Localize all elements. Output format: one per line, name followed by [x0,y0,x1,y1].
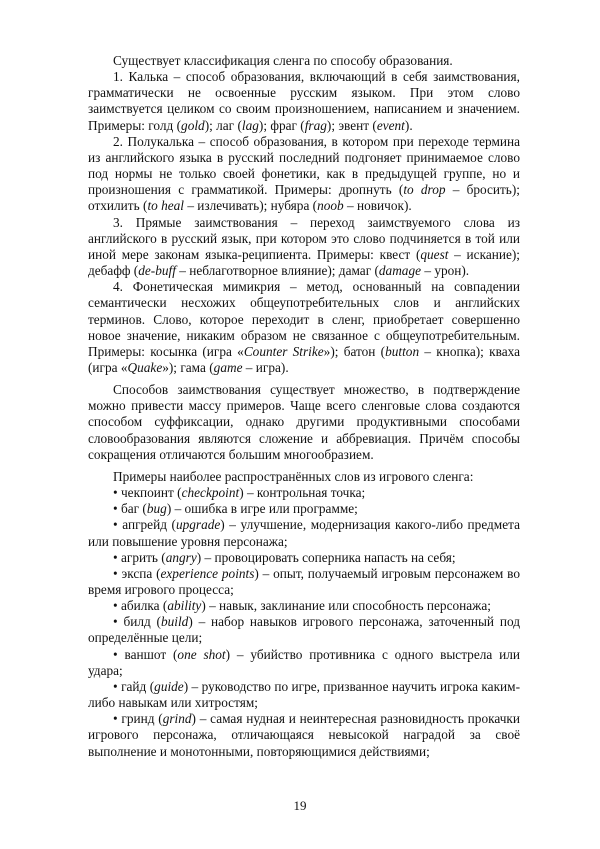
bullet-item [88,485,520,501]
text-run: ) – убийство противника с одного выстрела или удара; [88,646,520,678]
text-run: гайд ( [121,678,155,694]
text-run: абилка ( [120,598,168,614]
text-run: – урон). [421,263,470,279]
text-run: экспа ( [121,565,161,581]
text-run: ) – улучшение, модернизация какого-либо предмета или повышение уровня персонажа; [88,517,521,549]
term-english: one shot [177,646,226,662]
term-english: button [385,343,420,359]
text-run: Способов заимствования существует множество, в подтверждение можно привести массу примеров. Чаще всего сленговые слова создаются способом суффиксации, однако другими продуктивными способами словообразования являются сложение и аббревиация. Причём способы сокращения отличаются большим многообразием. [88,382,520,462]
text-run: агрить ( [120,549,166,565]
bullet-icon [113,501,121,516]
bullet-icon [113,679,121,694]
text-run: баг ( [120,501,147,517]
text-run: »); батон ( [323,343,386,359]
text-run: ) – провоцировать соперника напасть на себя; [196,549,456,565]
term-english: to drop [403,182,446,198]
text-run: – излечивать); нубяра ( [184,198,318,214]
text-run: – новичок). [343,198,412,214]
term-english: gold [181,117,205,133]
text-run: – искание); дебафф ( [88,246,520,279]
paragraph [88,215,520,280]
text-run: ) – самая нудная и неинтересная разновидность прокачки игрового персонажа, отличающаяся невысокой наградой за своё выполнение и монотонными, повторяющимися действиями; [88,711,520,759]
body-text [88,53,520,760]
term-english: to heal [147,198,184,214]
term-english: bug [146,501,167,517]
bullet-icon [113,598,121,613]
term-english: quest [420,246,449,262]
bullet-icon [113,517,122,532]
paragraph [88,382,520,463]
paragraph [88,469,520,485]
text-run: апгрейд ( [122,517,176,533]
text-run: ) – опыт, получаемый игровым персонажем во время игрового процесса; [88,565,520,597]
text-run: билд ( [123,614,161,630]
text-run: ); лаг ( [204,117,242,133]
term-english: grind [162,711,192,727]
bullet-item [88,679,520,711]
term-english: angry [165,549,197,565]
term-english: game [213,359,243,375]
bullet-item [88,566,520,598]
text-run: ); фраг ( [258,117,305,133]
bullet-icon [113,485,121,500]
text-run: ) – руководство по игре, призванное научить игрока каким-либо навыкам или хитростям; [88,678,521,711]
text-run: ) – навык, заклинание или способность персонажа; [201,598,491,614]
text-run: ) – контрольная точка; [239,485,366,501]
term-english: experience points [160,565,255,581]
bullet-item [88,614,520,646]
text-run: ваншот ( [124,646,178,662]
term-english: ability [167,598,202,614]
text-run: 4. Фонетическая мимикрия – метод, основанный на совпадении семантически несхожих общеупотребительных слов и английских терминов. Слово, которое переходит в сленг, приобретает совершенно новое значение, никаким образом не связанное с общеупотребительным. Примеры: косынка (игра « [88,279,520,359]
term-english: build [161,614,189,630]
text-run: – игра). [242,359,289,375]
text-run: – бросить); отхилить ( [88,182,520,214]
text-run: ) – набор навыков игрового персонажа, заточенный под определённые цели; [88,614,520,646]
bullet-item [88,517,520,549]
term-english: damage [378,263,422,279]
bullet-item [88,501,520,517]
bullet-item [88,711,520,759]
term-english: Quake [127,359,163,375]
term-english: de-buff [138,263,176,279]
text-run: 1. Калька – способ образования, включающий в себя заимствования, грамматически не освоенные русским языком. При этом слово заимствуется целиком со своим произношением, написанием и значением. Примеры: голд ( [88,69,520,133]
text-run: ) – ошибка в игре или программе; [166,501,358,517]
paragraph [88,279,520,376]
paragraph [88,69,520,134]
term-english: checkpoint [181,485,240,501]
text-run: ); эвент ( [326,117,377,133]
term-english: noob [317,198,344,214]
term-english: lag [241,117,259,133]
text-run: 2. Полукалька – способ образования, в котором при переходе термина из английского языка в русский последний подгоняет принимаемое слово под нормы не только своей фонетики, как в предыдущей группе, но и произношения с грамматикой. Примеры: дропнуть ( [88,133,520,198]
term-english: upgrade [175,517,221,533]
term-english: frag [304,117,327,133]
bullet-icon [113,614,123,629]
text-run: чекпоинт ( [120,485,182,501]
page-number: 19 [293,798,307,813]
paragraph [88,53,520,69]
bullet-item [88,647,520,679]
text-run: »); гама ( [162,359,214,375]
bullet-icon [113,647,125,662]
text-run: – неблаготворное влияние); дамаг ( [175,263,379,279]
text-run: 3. Прямые заимствования – переход заимствуемого слова из английского в русский язык, при котором это слово подчиняется в той или иной мере законам языка-реципиента. Примеры: квест ( [88,214,520,262]
text-run: Примеры наиболее распространённых слов из игрового сленга: [113,468,474,484]
term-english: event [376,117,405,133]
paragraph [88,134,520,215]
bullet-item [88,550,520,566]
text-run: – кнопка); кваха (игра « [88,343,520,375]
text-run: ). [404,117,413,133]
term-english: guide [154,678,184,694]
text-run: Существует классификация сленга по способу образования. [113,53,453,68]
term-english: Counter Strike [243,343,324,359]
text-run: гринд ( [121,711,163,727]
bullet-item [88,598,520,614]
bullet-icon [113,550,121,565]
